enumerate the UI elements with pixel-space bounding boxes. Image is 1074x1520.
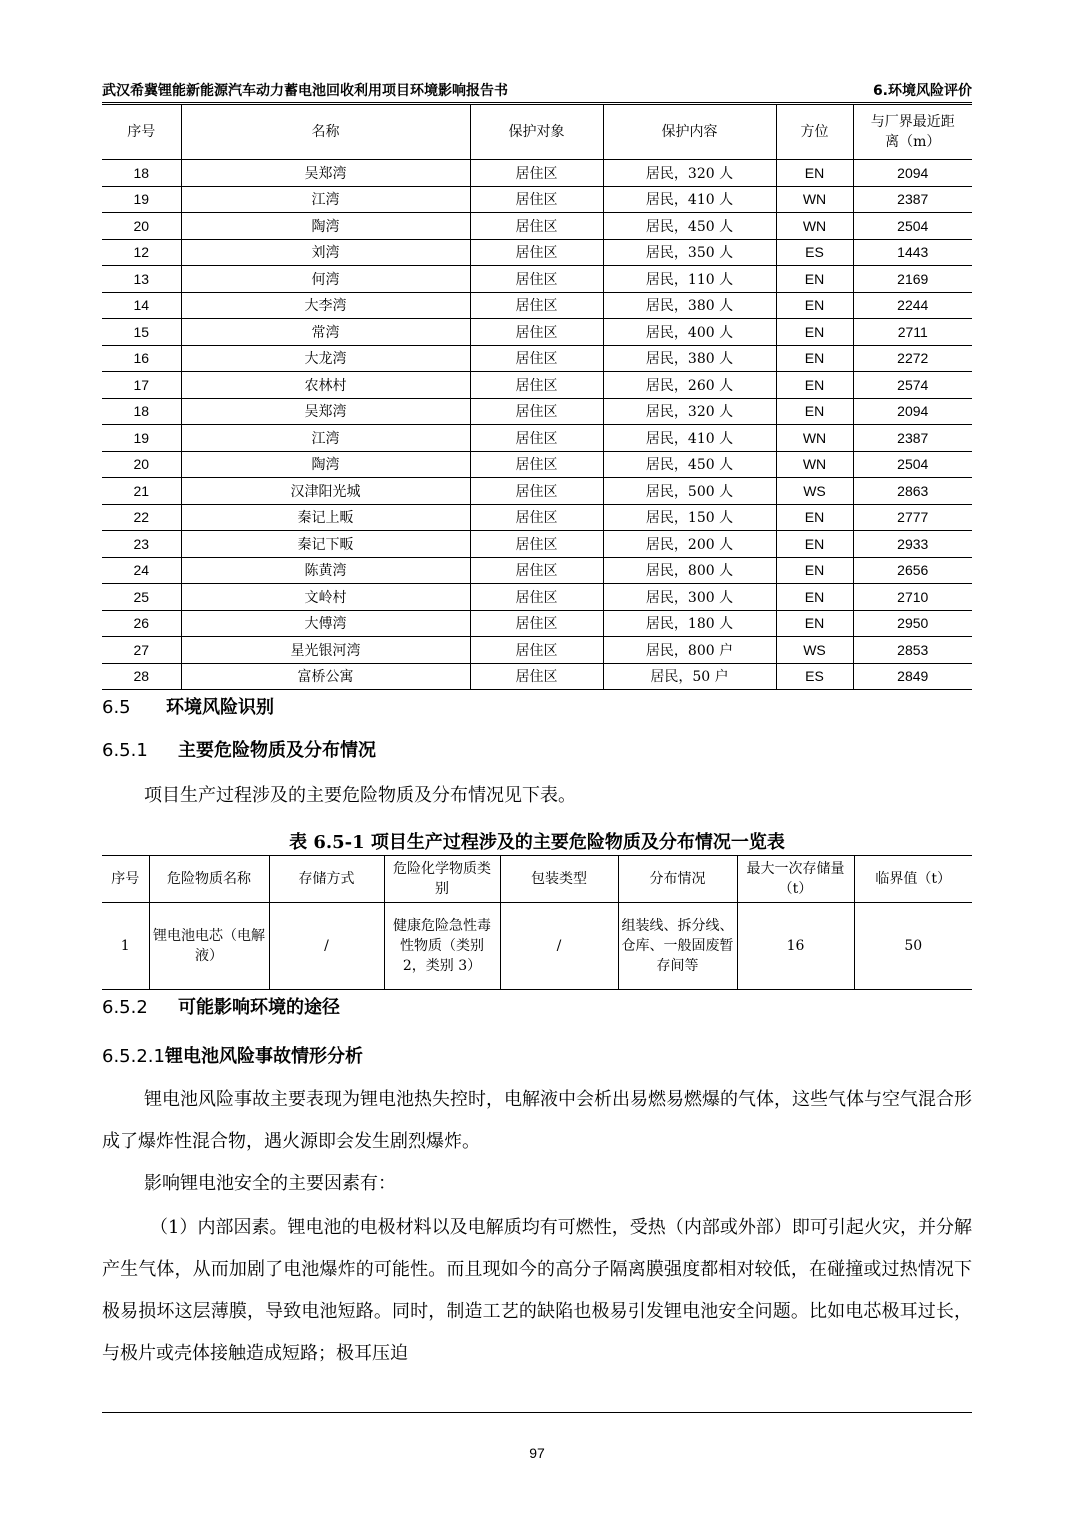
- table-cell: 居住区: [470, 266, 603, 293]
- table-row: [102, 266, 972, 293]
- section-heading-6-5: [102, 693, 274, 719]
- table-cell: 20: [102, 213, 181, 240]
- table-cell: 居民，180 人: [603, 610, 776, 637]
- table-row: [102, 663, 972, 690]
- table-cell: /: [269, 903, 384, 990]
- table-cell: 富桥公寓: [181, 663, 470, 690]
- table-cell: 居民，410 人: [603, 186, 776, 213]
- table-cell: 25: [102, 584, 181, 611]
- col-header: 分布情况: [618, 856, 737, 903]
- table-cell: 吴郑湾: [181, 398, 470, 425]
- section-title: 环境风险识别: [166, 697, 274, 718]
- table-cell: WS: [776, 637, 853, 664]
- table-cell: 2387: [853, 186, 972, 213]
- table-cell: 2094: [853, 160, 972, 187]
- table-cell: 组装线、拆分线、仓库、一般固废暂存间等: [618, 903, 737, 990]
- table-cell: 28: [102, 663, 181, 690]
- table-cell: 居住区: [470, 239, 603, 266]
- footer-rule: [102, 1412, 972, 1413]
- table-row: [102, 584, 972, 611]
- table-cell: 2504: [853, 451, 972, 478]
- table-cell: 文岭村: [181, 584, 470, 611]
- col-header: 保护对象: [470, 105, 603, 160]
- table-row: [102, 451, 972, 478]
- table-row: [102, 637, 972, 664]
- table-cell: 大龙湾: [181, 345, 470, 372]
- table-cell: 居住区: [470, 610, 603, 637]
- table-cell: 2094: [853, 398, 972, 425]
- section-number: 6.5: [102, 697, 131, 718]
- table-cell: 居民，320 人: [603, 160, 776, 187]
- table-cell: 居住区: [470, 319, 603, 346]
- table-cell: 2710: [853, 584, 972, 611]
- table-cell: 2849: [853, 663, 972, 690]
- table-cell: 26: [102, 610, 181, 637]
- table-cell: 18: [102, 398, 181, 425]
- table-cell: 居民，350 人: [603, 239, 776, 266]
- table-cell: 居民，380 人: [603, 345, 776, 372]
- col-header: 存储方式: [269, 856, 384, 903]
- table-cell: 居民，400 人: [603, 319, 776, 346]
- paragraph-3: （1）内部因素。锂电池的电极材料以及电解质均有可燃性，受热（内部或外部）即可引起火灾，并分解产生气体，从而加剧了电池爆炸的可能性。而且现如今的高分子隔离膜强度都相对较低，在碰撞或过热情况下极易损坏这层薄膜，导致电池短路。同时，制造工艺的缺陷也极易引发锂电池安全问题。比如电芯极耳过长，与极片或壳体接触造成短路；极耳压迫: [102, 1217, 972, 1364]
- paragraph-intro: 项目生产过程涉及的主要危险物质及分布情况见下表。: [144, 785, 576, 806]
- running-header: [102, 76, 972, 103]
- section-number: 6.5.2: [102, 997, 148, 1018]
- table-cell: EN: [776, 610, 853, 637]
- table-cell: EN: [776, 584, 853, 611]
- section-title: 主要危险物质及分布情况: [178, 740, 376, 761]
- col-header: 临界值（t）: [854, 856, 972, 903]
- section-heading-6-5-1: [102, 736, 376, 762]
- table-cell: 居民，410 人: [603, 425, 776, 452]
- table-cell: 锂电池电芯（电解液）: [149, 903, 269, 990]
- table-cell: 居住区: [470, 425, 603, 452]
- table-cell: 2272: [853, 345, 972, 372]
- section-heading-6-5-2: [102, 993, 340, 1019]
- table-row: [102, 398, 972, 425]
- table-cell: 刘湾: [181, 239, 470, 266]
- table-cell: 居民，800 户: [603, 637, 776, 664]
- table-row: [102, 345, 972, 372]
- table-cell: EN: [776, 372, 853, 399]
- section-number: 6.5.1: [102, 740, 148, 761]
- table-cell: 居住区: [470, 186, 603, 213]
- table-cell: EN: [776, 398, 853, 425]
- col-header: 保护内容: [603, 105, 776, 160]
- table-cell: 居住区: [470, 637, 603, 664]
- table-cell: 陶湾: [181, 451, 470, 478]
- table-cell: 2169: [853, 266, 972, 293]
- table-row: [102, 319, 972, 346]
- table-caption: 表 6.5-1 项目生产过程涉及的主要危险物质及分布情况一览表: [289, 832, 785, 853]
- table-cell: 健康危险急性毒性物质（类别 2，类别 3）: [384, 903, 500, 990]
- table-cell: 常湾: [181, 319, 470, 346]
- table-cell: 居住区: [470, 372, 603, 399]
- table-cell: ES: [776, 663, 853, 690]
- table-cell: EN: [776, 345, 853, 372]
- table-cell: 2711: [853, 319, 972, 346]
- col-header: 包装类型: [500, 856, 618, 903]
- hazardous-substances-table: [102, 855, 972, 990]
- table-cell: 居民，150 人: [603, 504, 776, 531]
- header-chapter: 6.环境风险评价: [872, 83, 972, 99]
- table-cell: EN: [776, 292, 853, 319]
- sensitive-targets-table: [102, 104, 972, 690]
- table-cell: 居民，800 人: [603, 557, 776, 584]
- table-cell: 19: [102, 425, 181, 452]
- col-header: 与厂界最近距离（m）: [853, 105, 972, 160]
- table-cell: 居民，450 人: [603, 213, 776, 240]
- table-cell: /: [500, 903, 618, 990]
- col-header: 危险物质名称: [149, 856, 269, 903]
- table-cell: EN: [776, 557, 853, 584]
- table-cell: 居民，300 人: [603, 584, 776, 611]
- table-cell: 江湾: [181, 186, 470, 213]
- table-cell: 居住区: [470, 584, 603, 611]
- table-row: [102, 292, 972, 319]
- table-cell: 秦记下畈: [181, 531, 470, 558]
- table-row: [102, 160, 972, 187]
- table-row: [102, 557, 972, 584]
- table-row: [102, 213, 972, 240]
- table-row: [102, 504, 972, 531]
- table-cell: 18: [102, 160, 181, 187]
- table-row: [102, 610, 972, 637]
- table-cell: 居住区: [470, 345, 603, 372]
- table-cell: 居住区: [470, 451, 603, 478]
- table-cell: 22: [102, 504, 181, 531]
- table-row: [102, 478, 972, 505]
- page-number: 97: [529, 1445, 545, 1461]
- col-header: 序号: [102, 856, 149, 903]
- table-cell: EN: [776, 319, 853, 346]
- table-cell: ES: [776, 239, 853, 266]
- table-row: [102, 372, 972, 399]
- table-cell: 2504: [853, 213, 972, 240]
- table-cell: 1: [102, 903, 149, 990]
- table-cell: 居民，450 人: [603, 451, 776, 478]
- table-cell: 陈黄湾: [181, 557, 470, 584]
- table-cell: 居住区: [470, 504, 603, 531]
- table-cell: 50: [854, 903, 972, 990]
- table-cell: 居民，380 人: [603, 292, 776, 319]
- table-cell: EN: [776, 266, 853, 293]
- table-header-row: [102, 856, 972, 903]
- table-cell: WN: [776, 425, 853, 452]
- col-header: 名称: [181, 105, 470, 160]
- section-heading-6-5-2-1: [102, 1042, 363, 1068]
- table-cell: 13: [102, 266, 181, 293]
- table-cell: WN: [776, 186, 853, 213]
- col-header: 方位: [776, 105, 853, 160]
- table-cell: 居住区: [470, 292, 603, 319]
- table-cell: 江湾: [181, 425, 470, 452]
- table-cell: 居民，50 户: [603, 663, 776, 690]
- table-cell: 14: [102, 292, 181, 319]
- table-cell: WN: [776, 451, 853, 478]
- table-cell: 居住区: [470, 478, 603, 505]
- table-cell: 2853: [853, 637, 972, 664]
- table-cell: 20: [102, 451, 181, 478]
- table-cell: 居住区: [470, 398, 603, 425]
- table-row: [102, 425, 972, 452]
- table-row: [102, 903, 972, 990]
- table-cell: 居民，320 人: [603, 398, 776, 425]
- table-cell: 24: [102, 557, 181, 584]
- table-cell: 2950: [853, 610, 972, 637]
- table-cell: 2387: [853, 425, 972, 452]
- table-cell: 17: [102, 372, 181, 399]
- section-number: 6.5.2.1: [102, 1046, 165, 1067]
- table-cell: 2574: [853, 372, 972, 399]
- table-cell: 居住区: [470, 213, 603, 240]
- table-cell: 陶湾: [181, 213, 470, 240]
- table-cell: 大傅湾: [181, 610, 470, 637]
- table-cell: 何湾: [181, 266, 470, 293]
- table-cell: 居住区: [470, 531, 603, 558]
- table-cell: 大李湾: [181, 292, 470, 319]
- table-cell: 2777: [853, 504, 972, 531]
- table-cell: WS: [776, 478, 853, 505]
- col-header: 最大一次存储量（t）: [737, 856, 854, 903]
- col-header: 危险化学物质类别: [384, 856, 500, 903]
- col-header: 序号: [102, 105, 181, 160]
- table-cell: 吴郑湾: [181, 160, 470, 187]
- table-cell: 居民，260 人: [603, 372, 776, 399]
- table-row: [102, 186, 972, 213]
- table-row: [102, 239, 972, 266]
- table-cell: 居民，110 人: [603, 266, 776, 293]
- paragraph-1: 锂电池风险事故主要表现为锂电池热失控时，电解液中会析出易燃易燃爆的气体，这些气体与空气混合形成了爆炸性混合物，遇火源即会发生剧烈爆炸。: [102, 1089, 972, 1152]
- table-cell: 居民，500 人: [603, 478, 776, 505]
- table-cell: WN: [776, 213, 853, 240]
- table-cell: 16: [102, 345, 181, 372]
- table-cell: 居住区: [470, 557, 603, 584]
- table-cell: 居住区: [470, 663, 603, 690]
- table-cell: 23: [102, 531, 181, 558]
- table-cell: 2244: [853, 292, 972, 319]
- table-cell: 汉津阳光城: [181, 478, 470, 505]
- table-cell: 2933: [853, 531, 972, 558]
- table-cell: 21: [102, 478, 181, 505]
- table-cell: 2863: [853, 478, 972, 505]
- table-cell: 1443: [853, 239, 972, 266]
- table-cell: 居民，200 人: [603, 531, 776, 558]
- table-cell: 秦记上畈: [181, 504, 470, 531]
- table-cell: 15: [102, 319, 181, 346]
- table-row: [102, 531, 972, 558]
- table-cell: 19: [102, 186, 181, 213]
- table-cell: EN: [776, 531, 853, 558]
- section-title: 可能影响环境的途径: [178, 997, 340, 1018]
- table-cell: 27: [102, 637, 181, 664]
- table-body: [102, 160, 972, 690]
- table-cell: 16: [737, 903, 854, 990]
- table-cell: 星光银河湾: [181, 637, 470, 664]
- section-title: 锂电池风险事故情形分析: [164, 1046, 363, 1067]
- table-cell: EN: [776, 160, 853, 187]
- table-cell: 居住区: [470, 160, 603, 187]
- table-cell: 12: [102, 239, 181, 266]
- header-title: 武汉希冀锂能新能源汽车动力蓄电池回收利用项目环境影响报告书: [102, 83, 508, 99]
- table-cell: EN: [776, 504, 853, 531]
- table-header-row: [102, 105, 972, 160]
- table-cell: 农林村: [181, 372, 470, 399]
- table-cell: 2656: [853, 557, 972, 584]
- paragraph-2: 影响锂电池安全的主要因素有：: [144, 1173, 396, 1194]
